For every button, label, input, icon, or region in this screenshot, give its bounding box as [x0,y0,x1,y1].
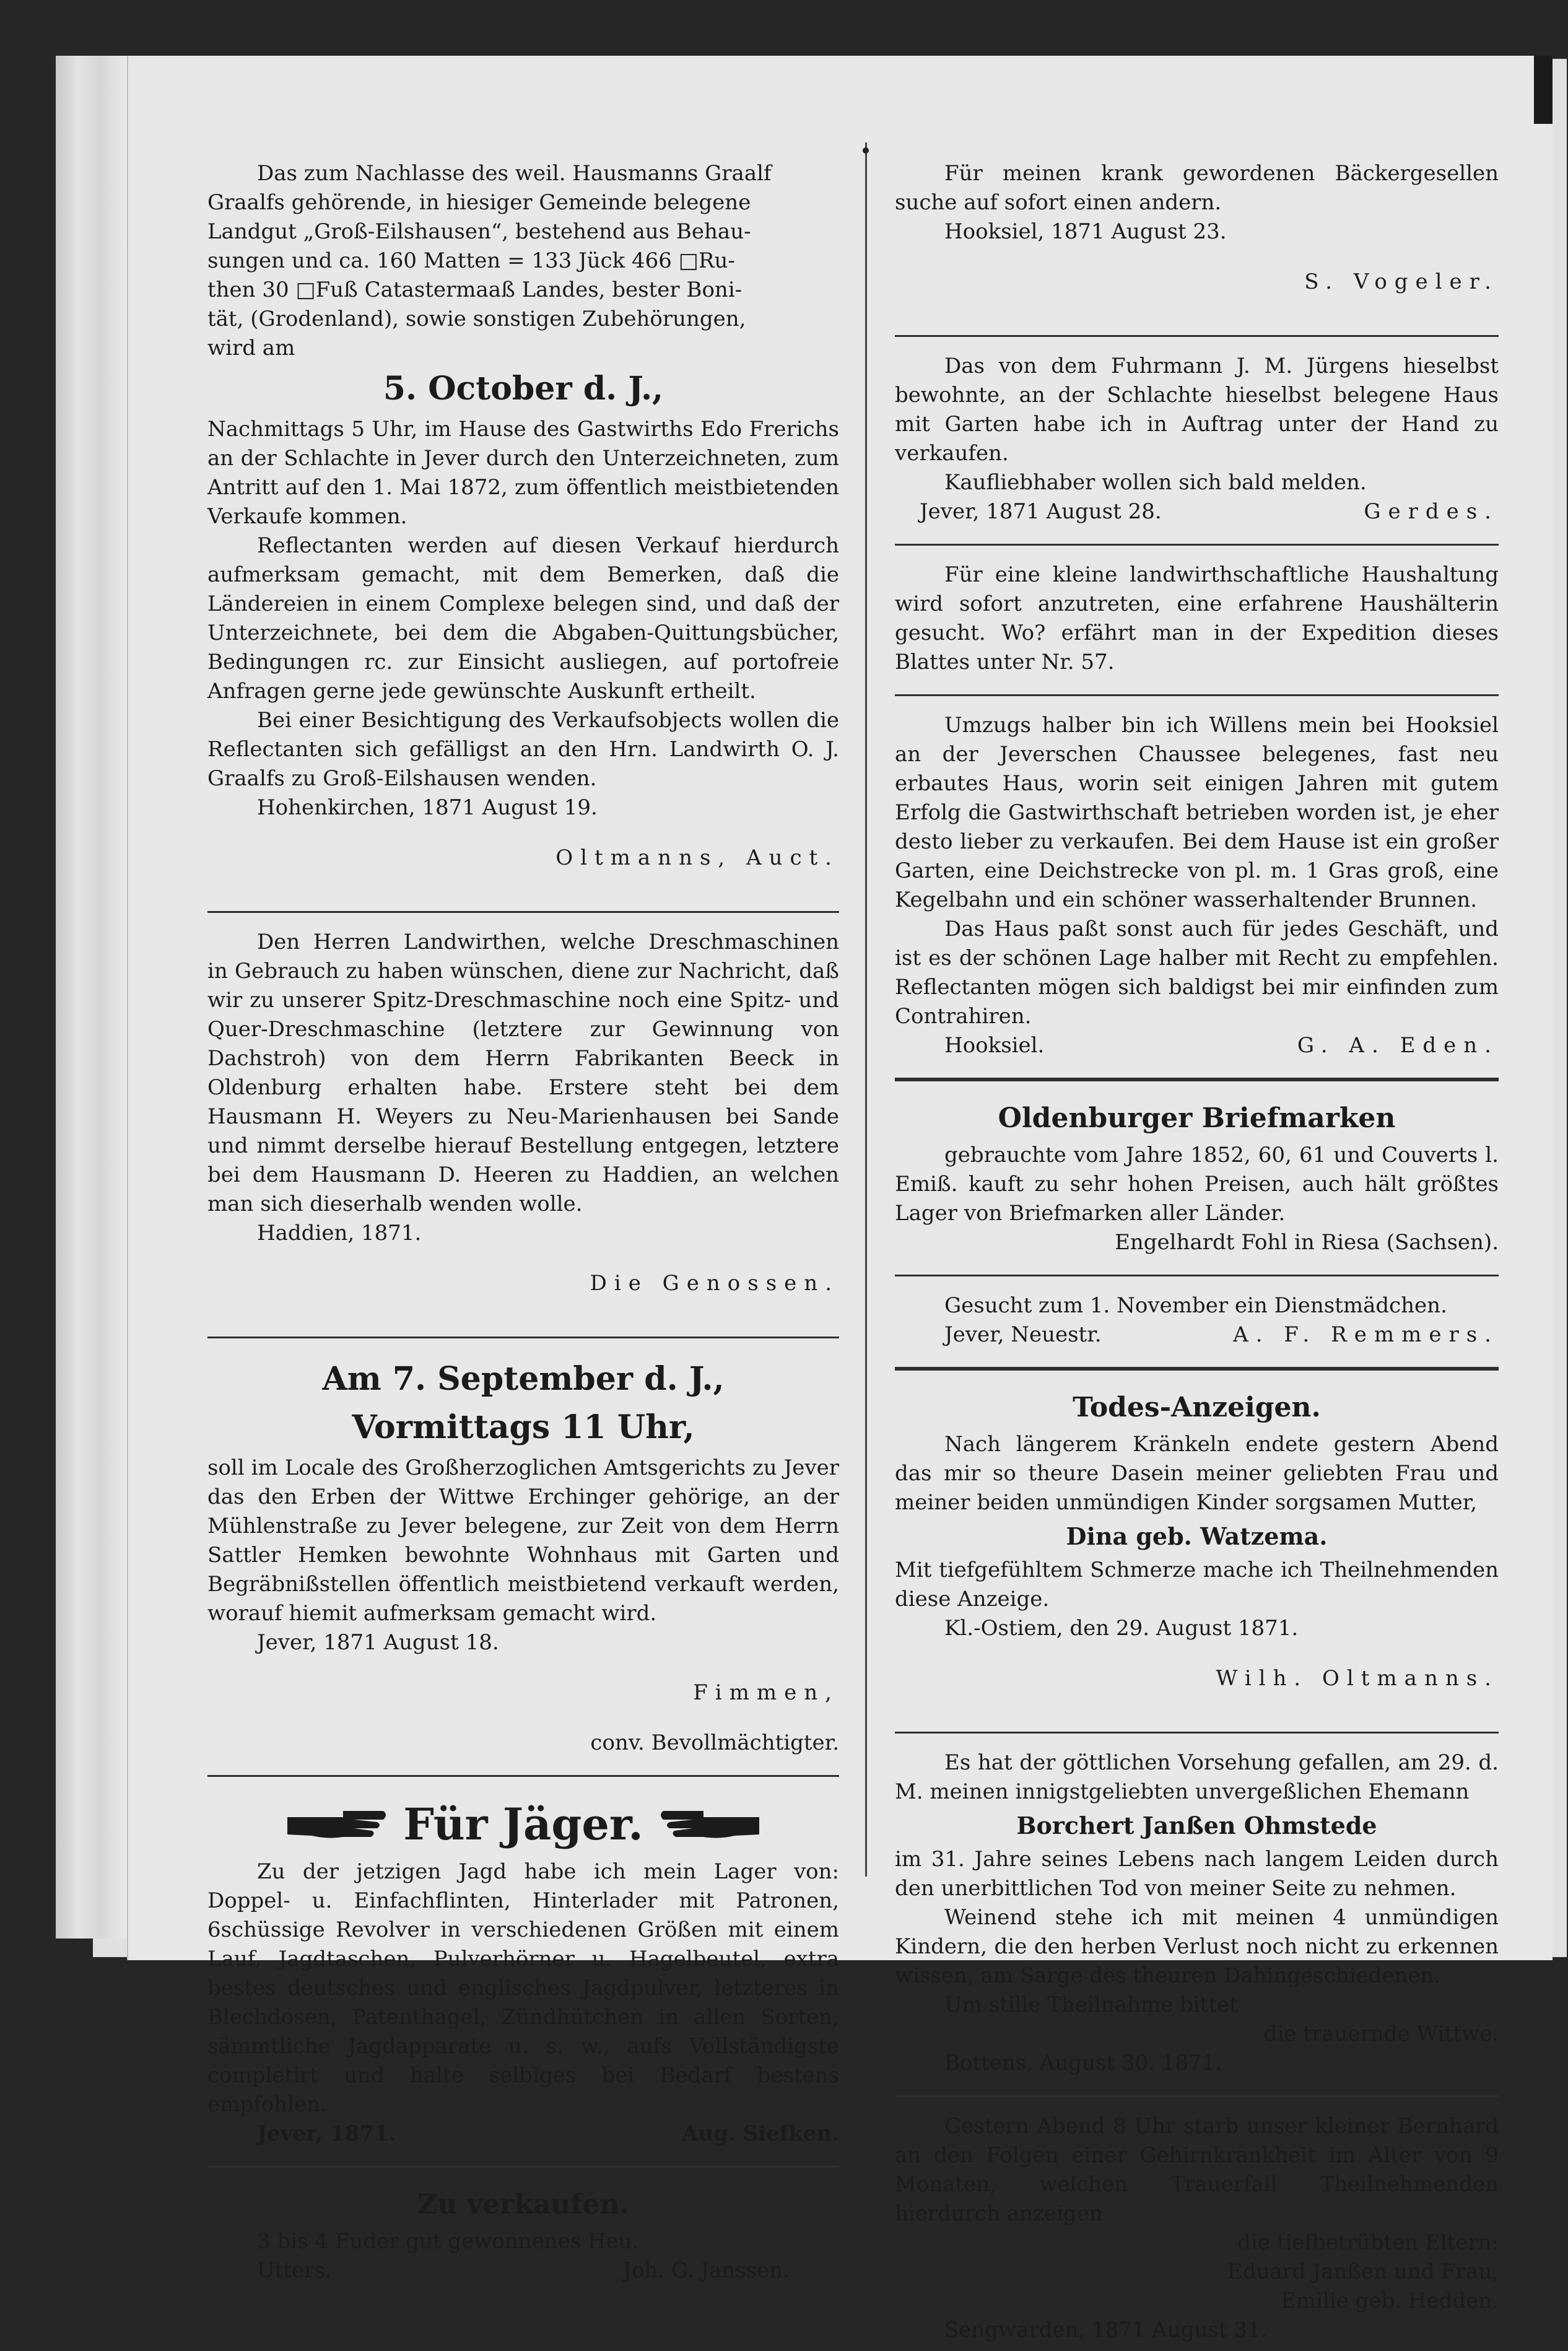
ad-signature-sub: conv. Bevollmächtigter. [590,1730,839,1755]
ad-separator [207,1775,839,1777]
ad-separator [895,1367,1499,1371]
ad-separator [895,2095,1499,2097]
ad-place-date: Kl.-Ostiem, den 29. August 1871. [944,1616,1299,1641]
ad-footer-row [895,497,1499,526]
book-edge [56,56,130,1939]
ad-place: Hooksiel. [944,1033,1045,1058]
ad-body: Das von dem Fuhrmann J. M. Jürgens hieselbst bewohnte, an der Schlachte hieselbst belegene Haus mit Garten habe ich in Auftrag unter der Hand zu verkaufen. [895,354,1499,466]
left-column [207,158,839,2292]
ad-separator [895,544,1499,546]
ad-briefmarken [895,1095,1499,1263]
ad-dienstmaedchen [895,1290,1499,1356]
ad-dreschmaschinen [207,927,839,1325]
ad-footer-row [895,1031,1499,1060]
ad-line: sungen und ca. 160 Matten = 133 Jück 466 □Ru- [207,248,735,273]
ad-signature: S. Vogeler. [1304,269,1499,294]
ad-place-date: Jever, 1871 August 28. [920,499,1162,524]
ad-signature: Engelhardt Fohl in Riesa (Sachsen). [1115,1230,1499,1255]
ad-separator [895,1732,1499,1734]
ad-zu-verkaufen [207,2181,839,2292]
ad-body: Bei einer Besichtigung des Verkaufsobjects wollen die Reflectanten sich gefälligst an den Hrn. Landwirth O. J. Graalfs zu Groß-Eilshausen wenden. [207,708,839,791]
ad-wohnhaus [207,1352,839,1764]
pointing-hand-left-icon [657,1806,762,1843]
ad-body: Für eine kleine landwirthschaftliche Haushaltung wird sofort anzutreten, eine erfahrene Haushälterin gesucht. Wo? erfährt man in der Expedition dieses Blattes unter Nr. 57. [895,562,1499,674]
pointing-hand-right-icon [284,1806,390,1843]
ad-place-date: Haddien, 1871. [257,1221,422,1245]
date-heading: Am 7. September d. J., [322,1360,725,1398]
ad-body: Gestern Abend 8 Uhr starb unser kleiner Bernhard an den Folgen einer Gehirnkrankheit im Alter von 9 Monaten, welchen Trauerfall Theilnehmenden hierdurch anzeigen [895,2114,1499,2226]
ad-signature: Joh. G. Janssen. [623,2258,790,2283]
ad-body: Nach längerem Kränkeln endete gestern Abend das mir so theure Dasein meiner geliebten Frau und meiner beiden unmündigen Kinder sorgsamen Mutter, [895,1432,1499,1515]
ad-haus-garten [895,351,1499,533]
ad-footer-row [207,2256,839,2285]
ad-signature: Fimmen, [693,1680,839,1705]
ad-body: Umzugs halber bin ich Willens mein bei Hooksiel an der Jeverschen Chaussee belegenes, fast neu erbautes Haus, worin seit einigen Jahren mit gutem Erfolg die Gastwirthschaft betrieben worden ist, je eher desto lieber zu verkaufen. Bei dem Hause ist ein großer Garten, eine Deichstrecke von pl. m. 1 Gras groß, eine Kegelbahn und ein schöner wasserhaltender Brunnen. [895,713,1499,912]
jaeger-title-row [207,1797,839,1852]
ad-signature: Emilie geb. Hedden. [1280,2288,1499,2313]
ad-body: Nachmittags 5 Uhr, im Hause des Gastwirths Edo Frerichs an der Schlachte in Jever durch den Unterzeichneten, zum Antritt auf den 1. Mai 1872, zum öffentlich meistbietenden Verkaufe kommen. [207,417,839,529]
ad-place: Utters. [257,2258,332,2283]
jaeger-title: Für Jäger. [403,1799,643,1850]
ad-signature: die trauernde Wittwe. [1263,2022,1499,2046]
ad-signature: die tiefbetrübten Eltern: [1237,2230,1499,2255]
ad-todes-anzeigen [895,1384,1499,1721]
date-heading: 5. October d. J., [383,370,664,408]
ad-place: Jever, Neuestr. [944,1322,1102,1347]
ad-footer-row [207,2119,839,2148]
ad-separator [895,1078,1499,1081]
ad-ohmstede [895,1747,1499,2084]
ad-place-date: Hohenkirchen, 1871 August 19. [257,795,598,820]
ad-baeckergeselle [895,158,1499,324]
ad-body: Um stille Theilnahme bittet [944,1992,1238,2017]
page-corner-shadow [1534,56,1553,124]
ad-body: gebrauchte vom Jahre 1852, 60, 61 und Couverts l. Emiß. kauft zu sehr hohen Preisen, auch hält größtes Lager von Briefmarken aller Länder. [895,1143,1499,1226]
ad-haushaelterin [895,559,1499,683]
deceased-name: Borchert Janßen Ohmstede [1016,1812,1377,1839]
ad-signature: G. A. Eden. [1297,1033,1499,1058]
ad-body: im 31. Jahre seines Lebens nach langem Leiden durch den unerbittlichen Tod von meiner Seite zu nehmen. [895,1847,1499,1901]
ad-title: Todes-Anzeigen. [1073,1392,1321,1423]
time-heading: Vormittags 11 Uhr, [352,1408,695,1446]
ad-separator [207,911,839,913]
ad-line: tät, (Grodenland), sowie sonstigen Zubehörungen, [207,307,746,331]
ad-separator [207,1337,839,1338]
right-column [867,158,1499,2351]
ad-separator [895,335,1499,337]
ad-signature: A. F. Remmers. [1233,1322,1499,1347]
ad-title: Oldenburger Briefmarken [998,1102,1396,1134]
ad-line: Das zum Nachlasse des weil. Hausmanns Graalf [257,161,772,186]
ad-place: Jever, 1871. [257,2121,396,2146]
ad-body: 3 bis 4 Fuder gut gewonnenes Heu. [257,2229,639,2254]
deceased-name: Dina geb. Watzema. [1066,1522,1328,1550]
ad-place-date: Sengwarden, 1871 August 31. [944,2318,1268,2342]
ad-note: Kaufliebhaber wollen sich bald melden. [944,470,1367,495]
ad-bernhard [895,2111,1499,2351]
ad-body: Für meinen krank gewordenen Bäckergesellen suche auf sofort einen andern. [895,161,1499,215]
ad-body: Es hat der göttlichen Vorsehung gefallen, am 29. d. M. meinen innigstgeliebten unvergeßlichen Ehemann [895,1750,1499,1804]
ad-signature: Gerdes. [1364,499,1499,524]
ad-line: Landgut „Groß-Eilshausen“, bestehend aus Behau- [207,219,751,244]
ad-body: Gesucht zum 1. November ein Dienstmädchen. [944,1293,1447,1318]
ad-place-date: Hooksiel, 1871 August 23. [944,219,1227,244]
ad-place-date: Bottens, August 30. 1871. [944,2051,1222,2075]
ad-line: Graalfs gehörende, in hiesiger Gemeinde belegene [207,190,751,215]
ad-body: Reflectanten werden auf diesen Verkauf hierdurch aufmerksam gemacht, mit dem Bemerken, daß die Ländereien in einem Complexe belegen sind, und daß der Unterzeichnete, bei dem die Abgaben-Quittungsbücher, Bedingungen rc. zur Einsicht ausliegen, auf portofreie Anfragen gerne jede gewünschte Auskunft ertheilt. [207,533,839,704]
ad-body: Das Haus paßt sonst auch für jedes Geschäft, und ist es der schönen Lage halber mit Recht zu empfehlen. Reflectanten mögen sich baldigst bei mir einfinden zum Contrahiren. [895,917,1499,1029]
ad-body: soll im Locale des Großherzoglichen Amtsgerichts zu Jever das den Erben der Wittwe Erchinger gehörige, an der Mühlenstraße zu Jever belegene, zur Zeit von dem Herrn Sattler Hemken bewohnte Wohnhaus mit Garten und Begräbnißstellen öffentlich meistbietend verkauft werden, worauf hiemit aufmerksam gemacht wird. [207,1455,839,1626]
ad-body: Zu der jetzigen Jagd habe ich mein Lager von: Doppel- u. Einfachflinten, Hinterlader mit Patronen, 6schüssige Revolver in verschiedenen Größen mit einem Lauf, Jagdtaschen, Pulverhörner u. Hagelbeutel, extra bestes deutsches und englisches Jagdpulver, letzteres in Blechdosen, Patenthagel, Zündhütchen in allen Sorten, sämmtliche Jagdapparate u. s. w., aufs Vollständigste completirt und halte selbiges bei Bedarf bestens empfohlen. [207,1859,839,2117]
ad-signature: Oltmanns, Auct. [555,845,839,870]
ad-separator [895,694,1499,696]
ad-body: Weinend stehe ich mit meinen 4 unmündigen Kindern, die den herben Verlust noch nicht zu erkennen wissen, am Sarge des theuren Dahingeschiedenen. [895,1905,1499,1988]
ad-fuer-jaeger [207,1791,839,2155]
ad-title: Zu verkaufen. [417,2189,629,2220]
ad-signature: Aug. Siefken. [681,2121,839,2146]
ad-line: then 30 □Fuß Catastermaaß Landes, bester Boni- [207,277,743,302]
ad-signature: Wilh. Oltmanns. [1216,1666,1499,1691]
ad-signature: Die Genossen. [590,1271,839,1296]
ad-footer-row [895,1320,1499,1350]
ad-line: wird am [207,336,295,360]
ad-signature: Eduard Janßen und Frau, [1227,2259,1499,2284]
ad-place-date: Jever, 1871 August 18. [257,1630,499,1655]
column-top-mark [863,147,869,154]
ad-gastwirthschaft [895,710,1499,1066]
ad-body: Den Herren Landwirthen, welche Dreschmaschinen in Gebrauch zu haben wünschen, diene zur Nachricht, daß wir zu unserer Spitz-Dreschmaschine noch eine Spitz- und Quer-Dreschmaschine (letztere zur Gewinnung von Dachstroh) von dem Herrn Fabrikanten Beeck in Oldenburg erhalten habe. Erstere steht bei dem Hausmann H. Weyers zu Neu-Marienhausen bei Sande und nimmt derselbe hierauf Bestellung entgegen, letztere bei dem Hausmann D. Heeren zu Haddien, an welchen man sich dieserhalb wenden wolle. [207,930,839,1216]
ad-separator [895,1275,1499,1276]
ad-landgut [207,158,839,900]
ad-body: Mit tiefgefühltem Schmerze mache ich Theilnehmenden diese Anzeige. [895,1558,1499,1612]
ad-separator [207,2166,839,2168]
